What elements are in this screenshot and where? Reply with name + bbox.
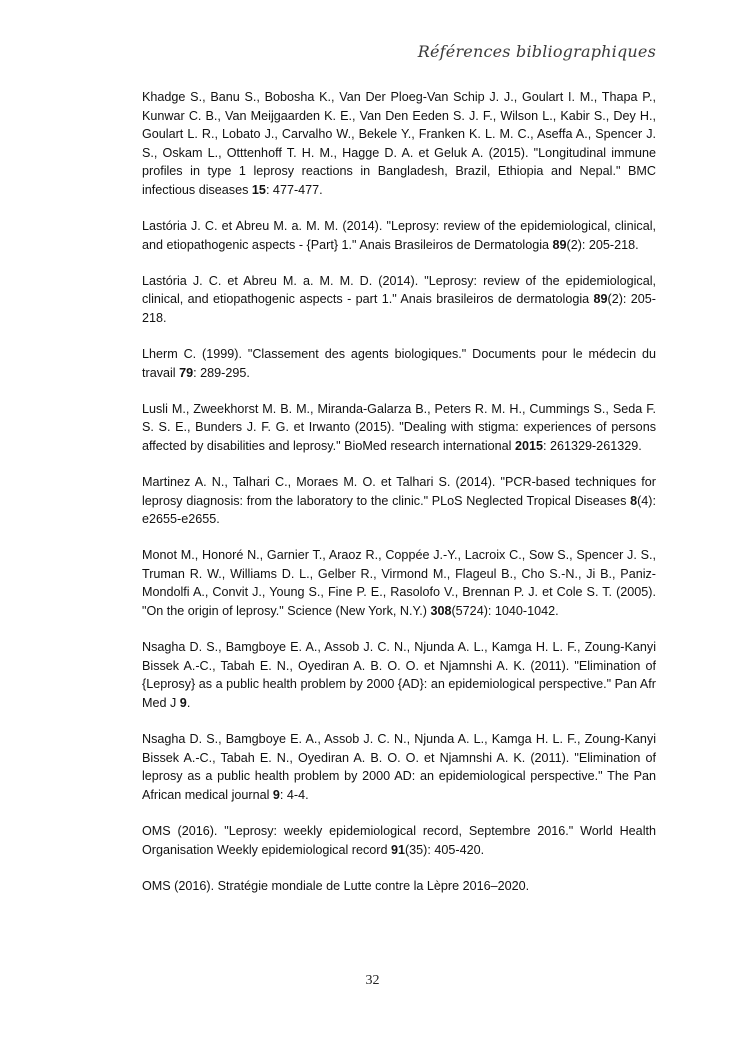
- reference-volume: 308: [430, 604, 452, 619]
- reference-pages: (2): 205-218.: [566, 237, 639, 252]
- reference-entry: [142, 345, 656, 382]
- reference-entry: [142, 88, 656, 200]
- reference-text: OMS (2016). "Leprosy: weekly epidemiological record, Septembre 2016." World Health Organisation Weekly epidemiological record: [142, 823, 656, 857]
- reference-entry: [142, 822, 656, 859]
- reference-volume: 9: [272, 787, 280, 802]
- reference-text: Monot M., Honoré N., Garnier T., Araoz R., Coppée J.-Y., Lacroix C., Sow S., Spencer J. S., Truman R. W., Williams D. L., Gelber R., Virmond M., Flageul B., Cho S.-N., Ji B., Paniz-Mondolfi A., Convit J., Young S., Fine P. E., Rasolofo V., Brennan P. J. et Cole S. T. (2005). "On the origin of leprosy." Science (New York, N.Y.): [142, 548, 656, 619]
- reference-text: Lherm C. (1999). "Classement des agents biologiques." Documents pour le médecin du travail: [142, 347, 656, 380]
- reference-volume: 91: [390, 842, 405, 857]
- reference-text: Lastória J. C. et Abreu M. a. M. M. (2014). "Leprosy: review of the epidemiological, clinical, and etiopathogenic aspects - {Part} 1." Anais Brasileiros de Dermatologia: [142, 219, 656, 252]
- reference-text: Nsagha D. S., Bamgboye E. A., Assob J. C. N., Njunda A. L., Kamga H. L. F., Zoung-Kanyi Bissek A.-C., Tabah E. N., Oyediran A. B. O. O. et Njamnshi A. K. (2011). "Elimination of leprosy as a public health problem by 2000 AD: an epidemiological perspective." The Pan African medical journal: [142, 732, 656, 802]
- reference-pages: (5724): 1040-1042.: [451, 604, 559, 619]
- reference-pages: (35): 405-420.: [404, 842, 485, 857]
- reference-list: [142, 88, 656, 895]
- reference-pages: (4): e2655-e2655.: [142, 493, 656, 527]
- reference-entry: [142, 400, 656, 456]
- reference-volume: 8: [630, 493, 638, 508]
- reference-pages: : 261329-261329.: [542, 438, 642, 453]
- reference-volume: 2015: [514, 438, 543, 453]
- reference-entry: [142, 638, 656, 712]
- running-header: Références bibliographiques: [417, 42, 656, 61]
- reference-text: Lastória J. C. et Abreu M. a. M. M. D. (2014). "Leprosy: review of the epidemiological, clinical, and etiopathogenic aspects - part 1." Anais brasileiros de dermatologia: [142, 273, 656, 307]
- reference-entry: [142, 272, 656, 328]
- reference-volume: 9: [179, 695, 187, 710]
- page-number: 32: [365, 973, 380, 988]
- reference-text: Lusli M., Zweekhorst M. B. M., Miranda-Galarza B., Peters R. M. H., Cummings S., Seda F. S. S. E., Bunders J. F. G. et Irwanto (2015). "Dealing with stigma: experiences of persons affected by disabilities and leprosy." BioMed research international: [142, 401, 656, 453]
- reference-entry: [142, 217, 656, 254]
- reference-text: Martinez A. N., Talhari C., Moraes M. O. et Talhari S. (2014). "PCR-based techniques for leprosy diagnosis: from the laboratory to the clinic." PLoS Neglected Tropical Diseases: [142, 475, 656, 508]
- reference-pages: : 289-295.: [193, 365, 250, 380]
- reference-entry: [142, 546, 656, 620]
- reference-pages: : 4-4.: [279, 787, 309, 802]
- reference-entry: [142, 730, 656, 804]
- reference-text: OMS (2016). Stratégie mondiale de Lutte contre la Lèpre 2016–2020.: [142, 878, 530, 893]
- reference-volume: 89: [593, 292, 608, 307]
- reference-text: Khadge S., Banu S., Bobosha K., Van Der Ploeg-Van Schip J. J., Goulart I. M., Thapa P., Kunwar C. B., Van Meijgaarden K. E., Van Den Eeden S. J. F., Wilson L., Kabir S., Dey H., Goulart L. R., Lobato J., Carvalho W., Bekele Y., Franken K. L. M. C., Aseffa A., Spencer J. S., Oskam L., Otttenhoff T. H. M., Hagge D. A. et Geluk A. (2015). "Longitudinal immune profiles in type 1 leprosy reactions in Bangladesh, Brazil, Ethiopia and Nepal." BMC infectious diseases: [142, 90, 656, 197]
- reference-pages: .: [186, 695, 191, 710]
- reference-entry: [142, 877, 656, 896]
- reference-text: Nsagha D. S., Bamgboye E. A., Assob J. C. N., Njunda A. L., Kamga H. L. F., Zoung-Kanyi Bissek A.-C., Tabah E. N., Oyediran A. B. O. O. et Njamnshi A. K. (2011). "Elimination of {Leprosy} as a public health problem by 2000 {AD}: an epidemiological perspective." Pan Afr Med J: [142, 640, 656, 710]
- reference-volume: 15: [251, 182, 266, 197]
- reference-volume: 79: [179, 365, 194, 380]
- reference-volume: 89: [552, 237, 567, 252]
- reference-entry: [142, 473, 656, 529]
- reference-pages: : 477-477.: [265, 182, 323, 197]
- reference-pages: (2): 205-218.: [142, 292, 656, 325]
